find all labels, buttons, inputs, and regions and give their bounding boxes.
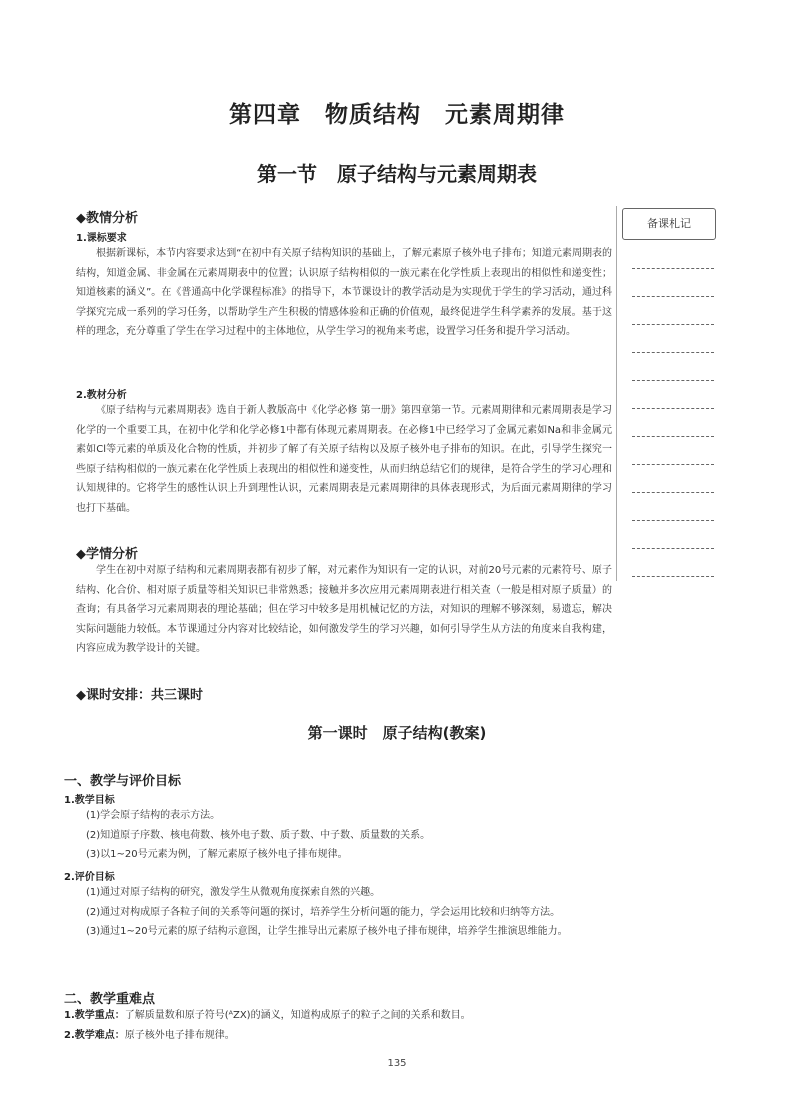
list-item: (1)通过对原子结构的研究，激发学生从微观角度探索自然的兴趣。: [86, 887, 381, 898]
list-item: (1)学会原子结构的表示方法。: [86, 810, 221, 821]
chapter-title: 第四章 物质结构 元素周期律: [229, 101, 565, 128]
teaching-goals-heading: 1.教学目标: [64, 795, 115, 806]
teaching-goals-list: [86, 806, 626, 865]
material-heading: 2.教材分析: [76, 390, 127, 401]
page-number: 135: [387, 1058, 407, 1069]
note-line: [632, 380, 714, 381]
curriculum-heading: 1.课标要求: [76, 233, 127, 244]
list-item: (3)以1~20号元素为例，了解元素原子核外电子排布规律。: [86, 849, 348, 860]
note-line: [632, 520, 714, 521]
side-note-label: 备课札记: [622, 208, 716, 240]
student-analysis-text: 学生在初中对原子结构和元素周期表都有初步了解，对元素作为知识有一定的认识，对前20号元素的元素符号、原子结构、化合价、相对原子质量等相关知识已非常熟悉；接触并多次应用元素周期表进行相关查（一般是相对原子质量）的查询；有具备学习元素周期表的理论基础；但在学习中较多是用机械记忆的方法，对知识的理解不够深刻，易遗忘，解决实际问题能力较低。本节课通过分内容对比较结论，如何激发学生的学习兴趣，如何引导学生从方法的角度来自我构建，内容应成为教学设计的关键。: [76, 565, 612, 654]
note-line: [632, 352, 714, 353]
teaching-focus: [64, 1006, 624, 1026]
evaluation-goals-list: [86, 883, 616, 942]
list-item: (3)通过1~20号元素的原子结构示意图，让学生推导出元素原子核外电子排布规律，培养学生推演思维能力。: [86, 926, 568, 937]
note-line: [632, 548, 714, 549]
curriculum-text: 根据新课标，本节内容要求达到“在初中有关原子结构知识的基础上，了解元素原子核外电子排布；知道元素周期表的结构，知道金属、非金属在元素周期表中的位置；认识原子结构相似的一族元素在化学性质上表现出的相似性和递变性；知道核素的涵义”。在《普通高中化学课程标准》的指导下，本节课设计的教学活动是为实现优于学生的学习活动，通过科学探究完成一系列的学习任务，以帮助学生产生积极的情感体验和正确的价值观，最终促进学生科学素养的发展。基于这样的理念，充分尊重了学生在学习过程中的主体地位，从学生学习的视角来考虑，设置学习任务和提升学习活动。: [76, 248, 612, 337]
side-note-divider: [616, 206, 617, 581]
note-line: [632, 464, 714, 465]
note-line: [632, 408, 714, 409]
note-line: [632, 576, 714, 577]
evaluation-goals-heading: 2.评价目标: [64, 872, 115, 883]
note-line: [632, 324, 714, 325]
material-text: 《原子结构与元素周期表》选自于新人教版高中《化学必修 第一册》第四章第一节。元素周期律和元素周期表是学习化学的一个重要工具，在初中化学和化学必修1中都有体现元素周期表。在必修1中已经学习了金属元素如Na和非金属元素如Cl等元素的单质及化合物的性质，并初步了解了有关原子结构以及原子核外电子排布的知识。在此，引导学生探究一些原子结构相似的一族元素在化学性质上表现出的相似性和递变性，从而归纳总结它们的规律，是符合学生的学习心理和认知规律的。它将学生的感性认识上升到理性认识，元素周期表是元素周期律的具体表现形式，为后面元素周期律的学习也打下基础。: [76, 405, 612, 514]
list-item: (2)知道原子序数、核电荷数、核外电子数、质子数、中子数、质量数的关系。: [86, 829, 431, 841]
teaching-difficulty-text: 原子核外电子排布规律。: [124, 1030, 235, 1041]
lesson-title: 第一课时 原子结构(教案): [307, 724, 487, 742]
note-line: [632, 268, 714, 269]
student-analysis-heading: ◆学情分析: [76, 547, 138, 562]
note-line: [632, 436, 714, 437]
note-line: [632, 492, 714, 493]
key-points-heading: 二、教学重难点: [64, 992, 156, 1007]
list-item: (2)通过对构成原子各粒子间的关系等问题的探讨，培养学生分析问题的能力，学会运用比较和归纳等方法。: [86, 906, 561, 918]
class-schedule: ◆课时安排：共三课时: [76, 688, 203, 703]
teaching-focus-label: 1.教学重点：: [64, 1010, 125, 1021]
note-line: [632, 296, 714, 297]
goals-heading: 一、教学与评价目标: [64, 774, 182, 789]
section-title: 第一节 原子结构与元素周期表: [257, 162, 537, 186]
teaching-difficulty: [64, 1026, 624, 1046]
teaching-focus-text: 了解质量数和原子符号(ᴬZX)的涵义，知道构成原子的粒子之间的关系和数目。: [124, 1010, 471, 1021]
teaching-analysis-heading: ◆教情分析: [76, 211, 138, 226]
teaching-difficulty-label: 2.教学难点：: [64, 1030, 125, 1041]
